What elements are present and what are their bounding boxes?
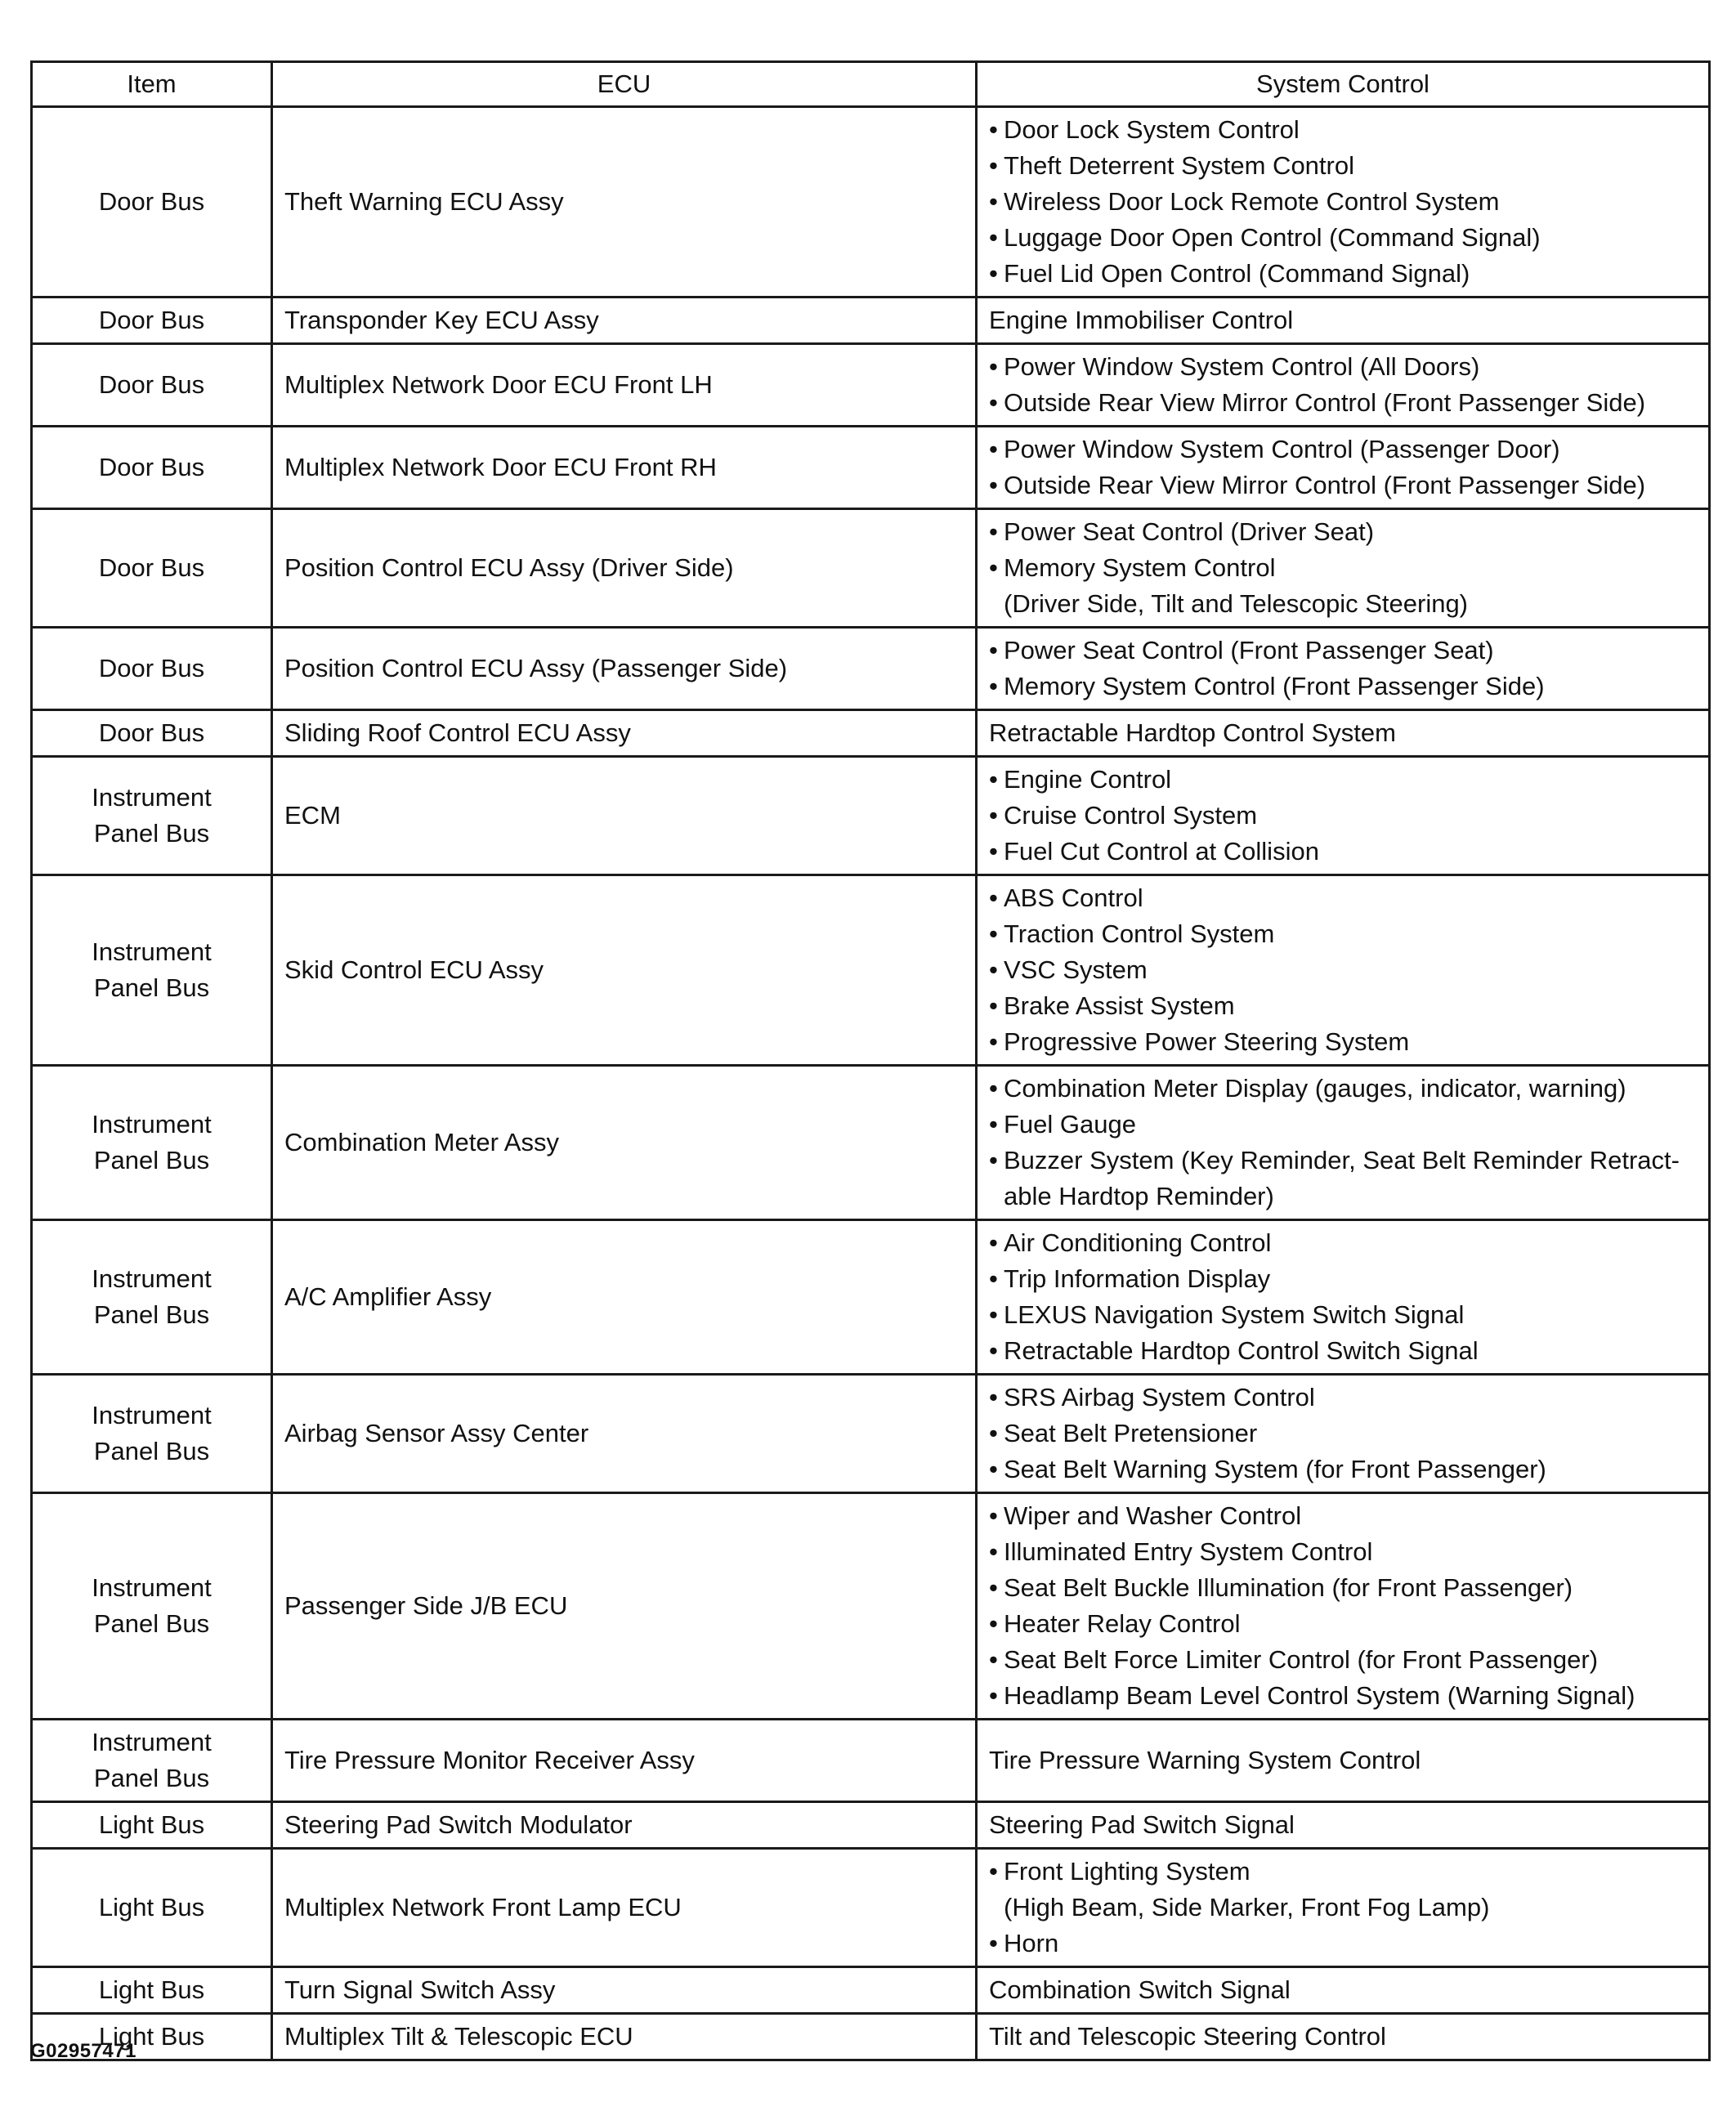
cell-system-control <box>977 1720 1710 1802</box>
control-bullet-item <box>989 220 1697 256</box>
control-text-line: • Door Lock System Control <box>1004 115 1300 144</box>
item-text-line: Door Bus <box>98 654 205 682</box>
control-text-line: • LEXUS Navigation System Switch Signal <box>1004 1300 1465 1329</box>
control-text-line: • Power Window System Control (All Doors) <box>1004 352 1480 381</box>
item-text-line: Door Bus <box>98 718 205 747</box>
control-text-line: • Headlamp Beam Level Control System (Warning Signal) <box>1004 1681 1635 1710</box>
item-text-line: Instrument <box>92 1401 212 1429</box>
control-bullet-list <box>989 1380 1697 1487</box>
control-text-line: • Seat Belt Warning System (for Front Passenger) <box>1004 1455 1546 1483</box>
control-text-line: • Air Conditioning Control <box>1004 1228 1272 1257</box>
control-bullet-item <box>989 1606 1697 1642</box>
cell-item <box>32 427 272 509</box>
control-text-line: • Outside Rear View Mirror Control (Front Passenger Side) <box>1004 388 1646 417</box>
table-row <box>32 427 1710 509</box>
control-text-line: • ABS Control <box>1004 884 1143 912</box>
control-bullet-item <box>989 1297 1697 1333</box>
bus-ecu-table <box>30 60 1711 2061</box>
control-text-line: • Front Lighting System <box>1004 1857 1251 1886</box>
header-ecu: ECU <box>272 62 977 107</box>
control-bullet-item <box>989 1071 1697 1107</box>
control-bullet-item <box>989 467 1697 503</box>
cell-ecu: Transponder Key ECU Assy <box>272 297 977 344</box>
item-text-line: Door Bus <box>98 553 205 582</box>
control-text-line: • Memory System Control (Front Passenger Side) <box>1004 672 1545 700</box>
cell-item <box>32 509 272 628</box>
item-text-line: Instrument <box>92 1573 212 1602</box>
control-text-line: Retractable Hardtop Control System <box>989 718 1396 747</box>
control-bullet-item <box>989 916 1697 952</box>
control-bullet-item <box>989 952 1697 988</box>
cell-item <box>32 710 272 757</box>
control-text-line: • Combination Meter Display (gauges, indicator, warning) <box>1004 1074 1626 1103</box>
control-text-line: • Traction Control System <box>1004 919 1275 948</box>
control-text-line: • Power Seat Control (Driver Seat) <box>1004 517 1375 546</box>
control-text-line: Tire Pressure Warning System Control <box>989 1746 1421 1774</box>
item-text-line: Light Bus <box>98 1810 205 1839</box>
header-system-control: System Control <box>977 62 1710 107</box>
cell-ecu: Multiplex Network Door ECU Front RH <box>272 427 977 509</box>
cell-ecu: Multiplex Network Front Lamp ECU <box>272 1849 977 1967</box>
table-row <box>32 1967 1710 2014</box>
table-row <box>32 1493 1710 1720</box>
cell-system-control <box>977 628 1710 710</box>
control-bullet-item <box>989 669 1697 705</box>
control-text-line: • Fuel Gauge <box>1004 1110 1136 1139</box>
item-text-line: Light Bus <box>98 1893 205 1921</box>
control-text-line: (High Beam, Side Marker, Front Fog Lamp) <box>1004 1893 1490 1921</box>
table-row <box>32 1220 1710 1375</box>
cell-system-control <box>977 757 1710 875</box>
cell-system-control <box>977 1375 1710 1493</box>
cell-item <box>32 1220 272 1375</box>
control-text-line: • Heater Relay Control <box>1004 1609 1241 1638</box>
control-bullet-item <box>989 1143 1697 1215</box>
control-text-line: • Trip Information Display <box>1004 1264 1271 1293</box>
control-bullet-list <box>989 1071 1697 1215</box>
table-row <box>32 509 1710 628</box>
table-row <box>32 1802 1710 1849</box>
control-text-line: Tilt and Telescopic Steering Control <box>989 2022 1386 2051</box>
cell-ecu: Skid Control ECU Assy <box>272 875 977 1066</box>
control-bullet-item <box>989 256 1697 292</box>
control-bullet-item <box>989 148 1697 184</box>
cell-system-control <box>977 1066 1710 1220</box>
cell-ecu: Tire Pressure Monitor Receiver Assy <box>272 1720 977 1802</box>
cell-item <box>32 1375 272 1493</box>
cell-ecu: Sliding Roof Control ECU Assy <box>272 710 977 757</box>
item-text-line: Panel Bus <box>93 819 210 848</box>
table-row <box>32 1720 1710 1802</box>
item-text-line: Instrument <box>92 783 212 812</box>
control-text-line: (Driver Side, Tilt and Telescopic Steering) <box>1004 589 1469 618</box>
item-text-line: Door Bus <box>98 453 205 481</box>
control-text-line: • Seat Belt Force Limiter Control (for Front Passenger) <box>1004 1645 1599 1674</box>
cell-ecu: Position Control ECU Assy (Driver Side) <box>272 509 977 628</box>
table-body <box>32 107 1710 2060</box>
control-text-line: Engine Immobiliser Control <box>989 306 1294 334</box>
control-bullet-item <box>989 880 1697 916</box>
cell-ecu: Theft Warning ECU Assy <box>272 107 977 297</box>
control-bullet-list <box>989 112 1697 292</box>
table-row <box>32 1375 1710 1493</box>
control-bullet-item <box>989 349 1697 385</box>
figure-code: G02957471 <box>30 2040 136 2062</box>
control-bullet-item <box>989 550 1697 622</box>
cell-system-control <box>977 509 1710 628</box>
cell-ecu: Passenger Side J/B ECU <box>272 1493 977 1720</box>
item-text-line: Door Bus <box>98 306 205 334</box>
cell-ecu: Position Control ECU Assy (Passenger Side) <box>272 628 977 710</box>
table-header-row <box>32 62 1710 107</box>
control-text-line: • Memory System Control <box>1004 553 1276 582</box>
item-text-line: Instrument <box>92 937 212 966</box>
control-bullet-item <box>989 1416 1697 1452</box>
cell-ecu: Multiplex Network Door ECU Front LH <box>272 344 977 427</box>
control-text-line: • Wireless Door Lock Remote Control System <box>1004 187 1500 216</box>
control-bullet-item <box>989 798 1697 834</box>
table-row <box>32 1066 1710 1220</box>
control-bullet-item <box>989 514 1697 550</box>
cell-system-control <box>977 1802 1710 1849</box>
control-bullet-list <box>989 432 1697 503</box>
control-bullet-item <box>989 112 1697 148</box>
cell-item <box>32 297 272 344</box>
control-bullet-item <box>989 184 1697 220</box>
cell-item <box>32 1493 272 1720</box>
cell-system-control <box>977 1849 1710 1967</box>
header-item: Item <box>32 62 272 107</box>
control-text-line: • Fuel Lid Open Control (Command Signal) <box>1004 259 1470 288</box>
cell-ecu: Turn Signal Switch Assy <box>272 1967 977 2014</box>
item-text-line: Door Bus <box>98 187 205 216</box>
control-bullet-item <box>989 1498 1697 1534</box>
cell-system-control <box>977 344 1710 427</box>
cell-system-control <box>977 427 1710 509</box>
control-text-line: • VSC System <box>1004 955 1148 984</box>
control-bullet-item <box>989 1642 1697 1678</box>
cell-item <box>32 628 272 710</box>
cell-system-control <box>977 1493 1710 1720</box>
cell-item <box>32 757 272 875</box>
control-bullet-item <box>989 1926 1697 1962</box>
control-text-line: • Brake Assist System <box>1004 991 1235 1020</box>
control-text-line: • Power Window System Control (Passenger Door) <box>1004 435 1560 463</box>
control-bullet-item <box>989 988 1697 1024</box>
control-bullet-list <box>989 762 1697 870</box>
control-text-line: • Seat Belt Buckle Illumination (for Front Passenger) <box>1004 1573 1573 1602</box>
cell-system-control <box>977 297 1710 344</box>
control-bullet-item <box>989 633 1697 669</box>
cell-system-control <box>977 875 1710 1066</box>
cell-ecu: ECM <box>272 757 977 875</box>
control-text-line: • Outside Rear View Mirror Control (Front Passenger Side) <box>1004 471 1646 499</box>
control-text-line: Combination Switch Signal <box>989 1975 1291 2004</box>
control-bullet-item <box>989 385 1697 421</box>
cell-system-control <box>977 1220 1710 1375</box>
item-text-line: Panel Bus <box>93 1146 210 1174</box>
control-bullet-item <box>989 1261 1697 1297</box>
control-bullet-item <box>989 432 1697 467</box>
table-row <box>32 297 1710 344</box>
control-text-line: • Buzzer System (Key Reminder, Seat Belt Reminder Retract- <box>1004 1146 1680 1174</box>
cell-item <box>32 107 272 297</box>
control-bullet-item <box>989 1452 1697 1487</box>
cell-ecu: A/C Amplifier Assy <box>272 1220 977 1375</box>
control-bullet-item <box>989 834 1697 870</box>
control-bullet-item <box>989 1678 1697 1714</box>
control-text-line: • Progressive Power Steering System <box>1004 1027 1410 1056</box>
control-text-line: • Wiper and Washer Control <box>1004 1501 1302 1530</box>
table-row <box>32 757 1710 875</box>
item-text-line: Panel Bus <box>93 973 210 1002</box>
control-bullet-item <box>989 1024 1697 1060</box>
control-bullet-item <box>989 1380 1697 1416</box>
table-row <box>32 710 1710 757</box>
cell-system-control <box>977 2014 1710 2060</box>
control-text-line: • SRS Airbag System Control <box>1004 1383 1315 1411</box>
cell-ecu: Airbag Sensor Assy Center <box>272 1375 977 1493</box>
cell-item <box>32 875 272 1066</box>
item-text-line: Panel Bus <box>93 1300 210 1329</box>
cell-item <box>32 1720 272 1802</box>
cell-system-control <box>977 107 1710 297</box>
control-bullet-item <box>989 1534 1697 1570</box>
cell-item <box>32 1849 272 1967</box>
control-bullet-list <box>989 1225 1697 1369</box>
control-bullet-list <box>989 633 1697 705</box>
control-text-line: • Fuel Cut Control at Collision <box>1004 837 1319 866</box>
item-text-line: Panel Bus <box>93 1609 210 1638</box>
control-text-line: • Power Seat Control (Front Passenger Seat) <box>1004 636 1494 664</box>
control-text-line: able Hardtop Reminder) <box>1004 1182 1274 1210</box>
item-text-line: Light Bus <box>98 2022 205 2051</box>
item-text-line: Panel Bus <box>93 1437 210 1465</box>
control-bullet-list <box>989 1498 1697 1714</box>
item-text-line: Instrument <box>92 1110 212 1139</box>
cell-ecu: Steering Pad Switch Modulator <box>272 1802 977 1849</box>
control-bullet-item <box>989 762 1697 798</box>
cell-item <box>32 1066 272 1220</box>
cell-ecu: Multiplex Tilt & Telescopic ECU <box>272 2014 977 2060</box>
table-row <box>32 344 1710 427</box>
control-bullet-list <box>989 880 1697 1060</box>
control-text-line: • Horn <box>1004 1929 1059 1957</box>
item-text-line: Light Bus <box>98 1975 205 2004</box>
control-text-line: • Engine Control <box>1004 765 1172 794</box>
control-bullet-list <box>989 349 1697 421</box>
table-row <box>32 1849 1710 1967</box>
cell-item <box>32 344 272 427</box>
item-text-line: Instrument <box>92 1264 212 1293</box>
table-row <box>32 628 1710 710</box>
item-text-line: Instrument <box>92 1728 212 1756</box>
control-bullet-item <box>989 1225 1697 1261</box>
item-text-line: Door Bus <box>98 370 205 399</box>
control-text-line: • Illuminated Entry System Control <box>1004 1537 1373 1566</box>
control-text-line: • Retractable Hardtop Control Switch Signal <box>1004 1336 1479 1365</box>
bus-ecu-table-sheet <box>30 60 1708 2061</box>
item-text-line: Panel Bus <box>93 1764 210 1792</box>
control-bullet-item <box>989 1854 1697 1926</box>
table-row <box>32 875 1710 1066</box>
control-bullet-list <box>989 514 1697 622</box>
control-bullet-item <box>989 1333 1697 1369</box>
cell-system-control <box>977 1967 1710 2014</box>
control-text-line: • Theft Deterrent System Control <box>1004 151 1354 180</box>
table-row <box>32 2014 1710 2060</box>
cell-system-control <box>977 710 1710 757</box>
control-text-line: Steering Pad Switch Signal <box>989 1810 1295 1839</box>
table-row <box>32 107 1710 297</box>
control-bullet-list <box>989 1854 1697 1962</box>
cell-ecu: Combination Meter Assy <box>272 1066 977 1220</box>
cell-item <box>32 1967 272 2014</box>
control-bullet-item <box>989 1107 1697 1143</box>
control-text-line: • Cruise Control System <box>1004 801 1258 830</box>
control-text-line: • Luggage Door Open Control (Command Signal) <box>1004 223 1541 252</box>
control-bullet-item <box>989 1570 1697 1606</box>
cell-item <box>32 1802 272 1849</box>
control-text-line: • Seat Belt Pretensioner <box>1004 1419 1258 1447</box>
